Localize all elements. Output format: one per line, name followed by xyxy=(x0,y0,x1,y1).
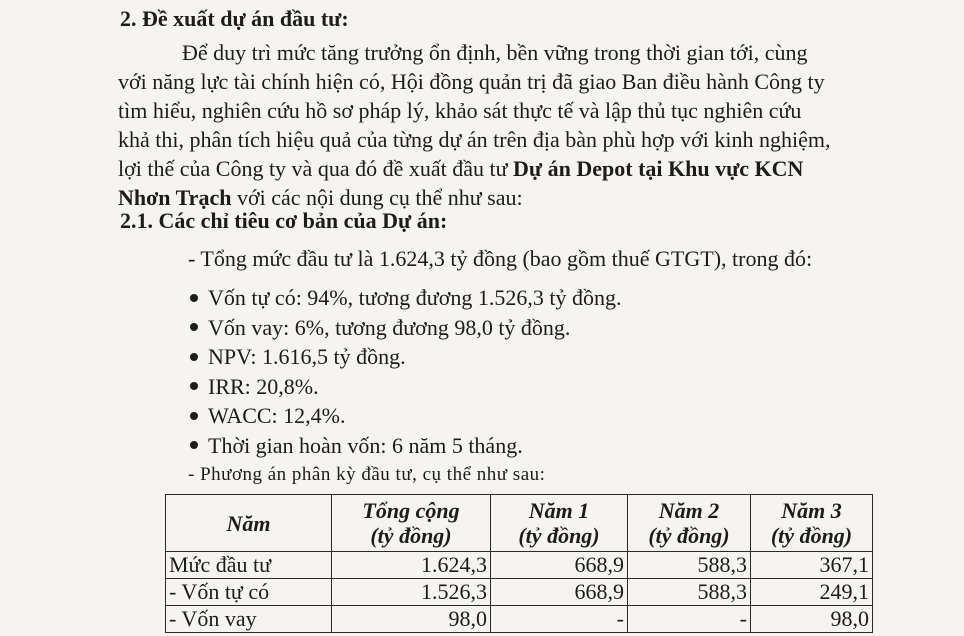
table-cell: - xyxy=(628,606,751,633)
table-cell: 1.526,3 xyxy=(332,579,491,606)
list-item xyxy=(186,401,621,431)
table-cell: 668,9 xyxy=(491,579,628,606)
project-location: Nhơn Trạch xyxy=(118,185,232,210)
list-item xyxy=(186,372,621,402)
header-unit: (tỷ đồng) xyxy=(770,523,853,548)
indicator-text: IRR: 20,8%. xyxy=(208,373,319,399)
intro-text: với các nội dung cụ thể như sau: xyxy=(231,185,523,210)
table-cell: 249,1 xyxy=(751,579,873,606)
bullet-icon xyxy=(190,294,198,302)
bullet-icon xyxy=(190,412,198,420)
table-row xyxy=(166,606,873,633)
list-item xyxy=(186,431,621,461)
phasing-line: - Phương án phân kỳ đầu tư, cụ thể như sau: xyxy=(188,464,546,485)
header-label: Năm xyxy=(226,510,271,536)
table-cell: 1.624,3 xyxy=(332,552,491,579)
table-cell: Mức đầu tư xyxy=(166,552,332,579)
table-header-cell xyxy=(628,495,751,552)
header-label: Năm 3 xyxy=(781,498,842,523)
intro-line: tìm hiểu, nghiên cứu hồ sơ pháp lý, khảo sát thực tế và lập thủ tục nghiên cứu xyxy=(118,98,802,123)
intro-line: khả thi, phân tích hiệu quả của từng dự án trên địa bàn phù hợp với kinh nghiệm, xyxy=(118,127,831,152)
header-unit: (tỷ đồng) xyxy=(648,523,730,548)
indicator-list xyxy=(186,283,621,460)
subsection-title: 2.1. Các chỉ tiêu cơ bản của Dự án: xyxy=(120,208,448,233)
table-row xyxy=(166,552,873,579)
header-label: Năm 1 xyxy=(528,498,590,523)
table-cell: 588,3 xyxy=(628,552,751,579)
bullet-icon xyxy=(190,323,198,331)
table-header-cell xyxy=(491,495,628,552)
intro-line: Để duy trì mức tăng trưởng ổn định, bền vững trong thời gian tới, cùng xyxy=(182,40,808,65)
indicator-text: NPV: 1.616,5 tỷ đồng. xyxy=(208,344,406,369)
intro-text: lợi thế của Công ty và qua đó đề xuất đầu tư xyxy=(118,156,514,181)
table-cell: 98,0 xyxy=(332,606,491,633)
table-cell: 588,3 xyxy=(628,579,751,606)
header-unit: (tỷ đồng) xyxy=(518,523,600,548)
bullet-icon xyxy=(190,441,198,449)
project-name: Dự án Depot tại Khu vực KCN xyxy=(513,156,804,181)
investment-phasing-table xyxy=(165,494,873,633)
table-row xyxy=(166,579,873,606)
indicator-text: WACC: 12,4%. xyxy=(208,403,346,428)
total-investment-line: - Tổng mức đầu tư là 1.624,3 tỷ đồng (bao gồm thuế GTGT), trong đó: xyxy=(188,246,813,271)
list-item xyxy=(186,283,621,313)
list-item xyxy=(186,313,621,343)
indicator-text: Vốn tự có: 94%, tương đương 1.526,3 tỷ đồng. xyxy=(208,285,622,310)
intro-paragraph xyxy=(118,38,893,212)
bullet-icon xyxy=(190,353,198,361)
table-cell: 668,9 xyxy=(491,552,628,579)
header-unit: (tỷ đồng) xyxy=(370,523,452,548)
section-title: 2. Đề xuất dự án đầu tư: xyxy=(120,6,349,31)
intro-line: với năng lực tài chính hiện có, Hội đồng quản trị đã giao Ban điều hành Công ty xyxy=(118,69,825,94)
table-cell: - Vốn tự có xyxy=(166,579,332,606)
indicator-text: Vốn vay: 6%, tương đương 98,0 tỷ đồng. xyxy=(208,314,571,340)
table-cell: - Vốn vay xyxy=(166,606,332,633)
list-item xyxy=(186,342,621,372)
header-label: Năm 2 xyxy=(658,498,720,523)
table-header-row xyxy=(166,495,873,552)
bullet-icon xyxy=(190,382,198,390)
table-header-cell xyxy=(332,495,491,552)
header-label: Tổng cộng xyxy=(362,498,460,523)
table-cell: 367,1 xyxy=(751,552,873,579)
table-cell: 98,0 xyxy=(751,606,873,633)
table-cell: - xyxy=(491,606,628,633)
table-header-cell xyxy=(751,495,873,552)
table-header-cell xyxy=(166,495,332,552)
indicator-text: Thời gian hoàn vốn: 6 năm 5 tháng. xyxy=(208,432,523,458)
intro-line xyxy=(118,154,893,183)
